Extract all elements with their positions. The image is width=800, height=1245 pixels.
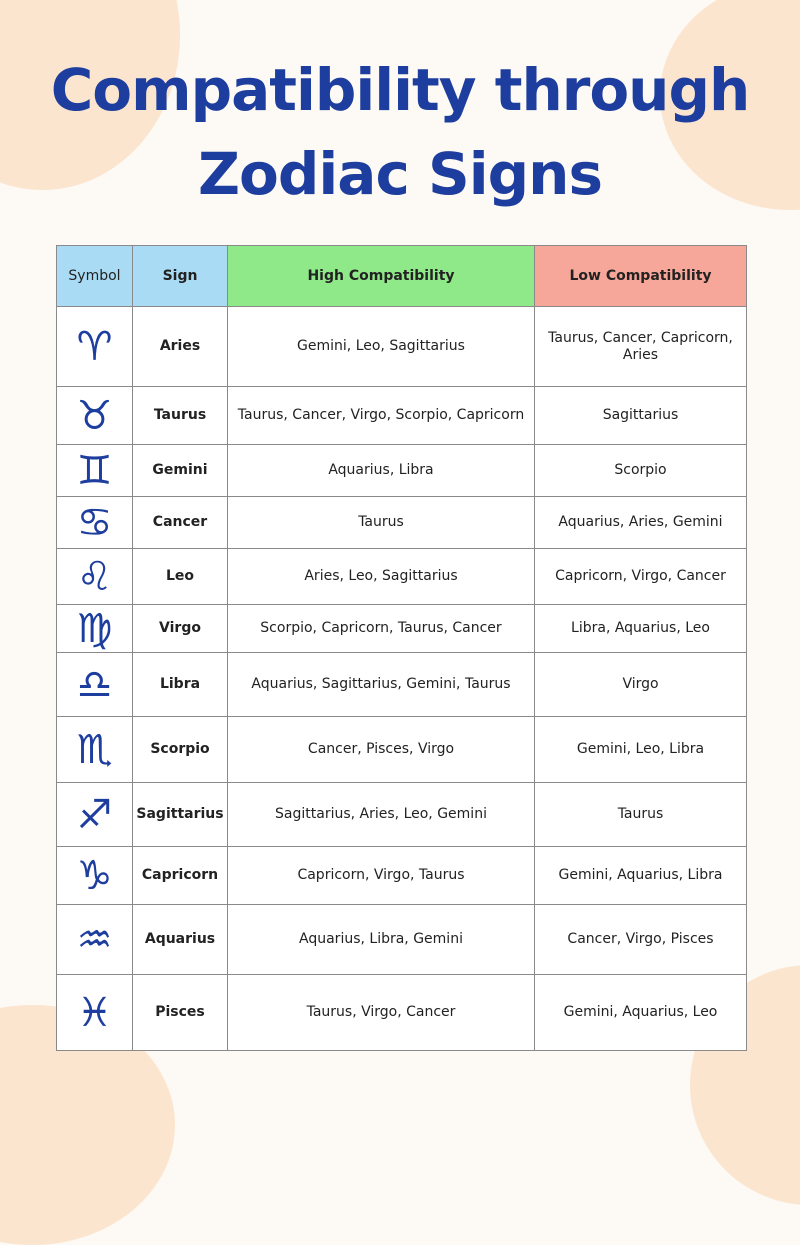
table-row	[57, 975, 747, 1051]
low-compatibility-cell: Virgo	[535, 653, 747, 717]
sign-cell: Gemini	[133, 445, 228, 497]
low-compatibility-cell: Capricorn, Virgo, Cancer	[535, 549, 747, 605]
high-compatibility-cell: Taurus	[228, 497, 535, 549]
table-row	[57, 653, 747, 717]
high-compatibility-cell: Scorpio, Capricorn, Taurus, Cancer	[228, 605, 535, 653]
high-compatibility-cell: Gemini, Leo, Sagittarius	[228, 307, 535, 387]
table-row	[57, 847, 747, 905]
cancer-symbol-icon: ♋	[57, 497, 133, 549]
sign-cell: Leo	[133, 549, 228, 605]
low-compatibility-cell: Cancer, Virgo, Pisces	[535, 905, 747, 975]
table-row	[57, 387, 747, 445]
low-compatibility-cell: Taurus	[535, 783, 747, 847]
sign-column-header: Sign	[133, 246, 228, 307]
high-compatibility-cell: Sagittarius, Aries, Leo, Gemini	[228, 783, 535, 847]
scorpio-symbol-icon: ♏	[57, 717, 133, 783]
high-compatibility-cell: Aquarius, Sagittarius, Gemini, Taurus	[228, 653, 535, 717]
symbol-column-header: Symbol	[57, 246, 133, 307]
compatibility-table	[56, 245, 747, 1051]
sign-cell: Pisces	[133, 975, 228, 1051]
table-row	[57, 497, 747, 549]
capricorn-symbol-icon: ♑	[57, 847, 133, 905]
libra-symbol-icon: ♎	[57, 653, 133, 717]
table-row	[57, 307, 747, 387]
low-compatibility-cell: Aquarius, Aries, Gemini	[535, 497, 747, 549]
high-compatibility-cell: Aries, Leo, Sagittarius	[228, 549, 535, 605]
sagittarius-symbol-icon: ♐	[57, 783, 133, 847]
low-compatibility-cell: Libra, Aquarius, Leo	[535, 605, 747, 653]
high-compatibility-cell: Cancer, Pisces, Virgo	[228, 717, 535, 783]
low-compatibility-cell: Gemini, Aquarius, Libra	[535, 847, 747, 905]
sign-cell: Sagittarius	[133, 783, 228, 847]
high-compatibility-cell: Capricorn, Virgo, Taurus	[228, 847, 535, 905]
pisces-symbol-icon: ♓	[57, 975, 133, 1051]
sign-cell: Aquarius	[133, 905, 228, 975]
low-compatibility-cell: Gemini, Aquarius, Leo	[535, 975, 747, 1051]
high-compatibility-cell: Taurus, Virgo, Cancer	[228, 975, 535, 1051]
table-row	[57, 717, 747, 783]
table-row	[57, 549, 747, 605]
table-row	[57, 905, 747, 975]
table-row	[57, 445, 747, 497]
high-compatibility-column-header: High Compatibility	[228, 246, 535, 307]
low-compatibility-cell: Sagittarius	[535, 387, 747, 445]
high-compatibility-cell: Aquarius, Libra	[228, 445, 535, 497]
sign-cell: Libra	[133, 653, 228, 717]
sign-cell: Scorpio	[133, 717, 228, 783]
virgo-symbol-icon: ♍	[57, 605, 133, 653]
sign-cell: Aries	[133, 307, 228, 387]
taurus-symbol-icon: ♉	[57, 387, 133, 445]
low-compatibility-cell: Gemini, Leo, Libra	[535, 717, 747, 783]
aquarius-symbol-icon: ♒	[57, 905, 133, 975]
sign-cell: Capricorn	[133, 847, 228, 905]
table-row	[57, 783, 747, 847]
high-compatibility-cell: Taurus, Cancer, Virgo, Scorpio, Capricorn	[228, 387, 535, 445]
page-title: Compatibility through Zodiac Signs	[50, 56, 750, 208]
low-compatibility-cell: Scorpio	[535, 445, 747, 497]
low-compatibility-column-header: Low Compatibility	[535, 246, 747, 307]
sign-cell: Virgo	[133, 605, 228, 653]
sign-cell: Cancer	[133, 497, 228, 549]
leo-symbol-icon: ♌	[57, 549, 133, 605]
gemini-symbol-icon: ♊	[57, 445, 133, 497]
table-header-row	[57, 246, 747, 307]
aries-symbol-icon: ♈	[57, 307, 133, 387]
sign-cell: Taurus	[133, 387, 228, 445]
table-row	[57, 605, 747, 653]
high-compatibility-cell: Aquarius, Libra, Gemini	[228, 905, 535, 975]
low-compatibility-cell: Taurus, Cancer, Capricorn, Aries	[535, 307, 747, 387]
